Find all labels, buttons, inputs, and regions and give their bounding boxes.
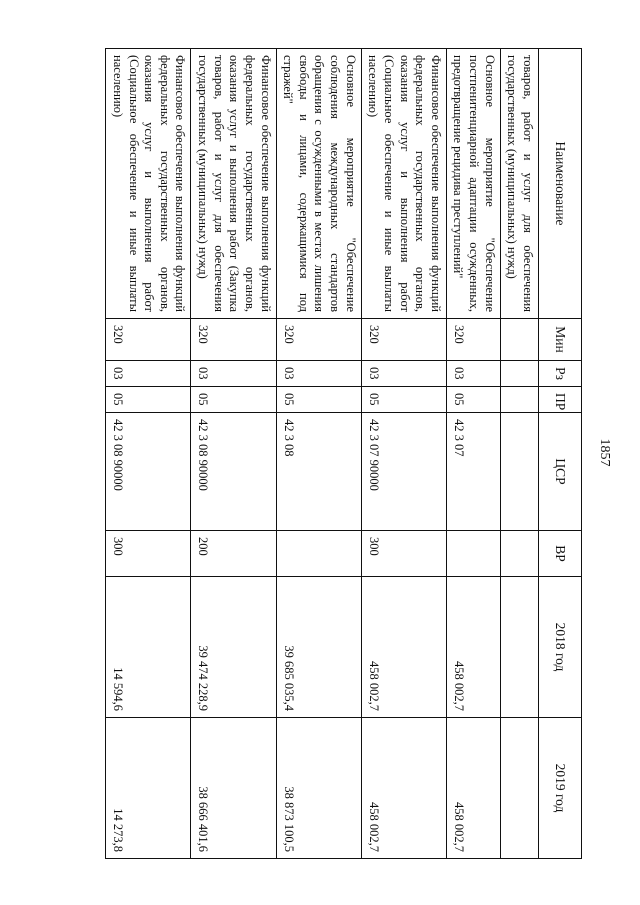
row-min: 320: [106, 319, 191, 361]
row-vr: 300: [361, 531, 446, 577]
header-vr: ВР: [539, 531, 582, 577]
page-number: 1857: [597, 438, 612, 467]
row-vr: 300: [106, 531, 191, 577]
row-rz: 03: [361, 361, 446, 387]
row-csr: 42 3 08: [276, 413, 361, 531]
row-rz: 03: [191, 361, 276, 387]
row-rz: 03: [446, 361, 500, 387]
budget-table: [105, 48, 582, 859]
row-vr: 200: [191, 531, 276, 577]
row-name: Основное мероприятие "Обеспечение соблюдения международных стандартов обращения с осужденными в местах лишения свободы и лицами, содержащимися под стражей": [276, 49, 361, 319]
row-pr: 05: [361, 387, 446, 413]
row-rz: [500, 361, 538, 387]
row-2019: 38 666 401,6: [191, 718, 276, 859]
header-pr: ПР: [539, 387, 582, 413]
row-vr: [500, 531, 538, 577]
row-pr: 05: [106, 387, 191, 413]
row-name: Основное мероприятие "Обеспечение постпенитенциарной адаптации осужденных, предотвращение рецидива преступлений": [446, 49, 500, 319]
row-pr: [500, 387, 538, 413]
row-2019: 458 002,7: [361, 718, 446, 859]
table-row: [106, 49, 191, 859]
row-rz: 03: [276, 361, 361, 387]
row-name: Финансовое обеспечение выполнения функций федеральных государственных органов, оказания услуг и выполнения работ (Закупка товаров, работ и услуг для обеспечения государственных (муниципальных) нужд): [191, 49, 276, 319]
row-vr: [276, 531, 361, 577]
row-min: 320: [191, 319, 276, 361]
row-name: Финансовое обеспечение выполнения функций федеральных государственных органов, оказания услуг и выполнения работ (Социальное обеспечение и иные выплаты населению): [361, 49, 446, 319]
row-csr: 42 3 08 90000: [191, 413, 276, 531]
header-rz: Рз: [539, 361, 582, 387]
table-row: [191, 49, 276, 859]
row-min: 320: [276, 319, 361, 361]
row-csr: 42 3 07: [446, 413, 500, 531]
header-csr: ЦСР: [539, 413, 582, 531]
row-2019: 458 002,7: [446, 718, 500, 859]
row-2018: 39 685 035,4: [276, 577, 361, 718]
table-row: [500, 49, 538, 859]
header-name: Наименование: [539, 49, 582, 319]
header-min: Мин: [539, 319, 582, 361]
row-csr: 42 3 08 90000: [106, 413, 191, 531]
table-row: [276, 49, 361, 859]
row-2018: 458 002,7: [361, 577, 446, 718]
row-2019: 14 273,8: [106, 718, 191, 859]
row-min: 320: [361, 319, 446, 361]
row-2018: 39 474 228,9: [191, 577, 276, 718]
row-2018: 14 594,6: [106, 577, 191, 718]
row-2019: 38 873 100,5: [276, 718, 361, 859]
header-2019: 2019 год: [539, 718, 582, 859]
row-name: Финансовое обеспечение выполнения функций федеральных государственных органов, оказания услуг и выполнения работ (Социальное обеспечение и иные выплаты населению): [106, 49, 191, 319]
row-min: [500, 319, 538, 361]
row-2018: [500, 577, 538, 718]
table-header-row: [539, 49, 582, 859]
row-pr: 05: [446, 387, 500, 413]
row-rz: 03: [106, 361, 191, 387]
row-min: 320: [446, 319, 500, 361]
row-vr: [446, 531, 500, 577]
header-2018: 2018 год: [539, 577, 582, 718]
table-row: [446, 49, 500, 859]
row-2019: [500, 718, 538, 859]
row-csr: 42 3 07 90000: [361, 413, 446, 531]
row-2018: 458 002,7: [446, 577, 500, 718]
table-row: [361, 49, 446, 859]
row-pr: 05: [276, 387, 361, 413]
row-pr: 05: [191, 387, 276, 413]
row-name: товаров, работ и услуг для обеспечения государственных (муниципальных) нужд): [500, 49, 538, 319]
row-csr: [500, 413, 538, 531]
